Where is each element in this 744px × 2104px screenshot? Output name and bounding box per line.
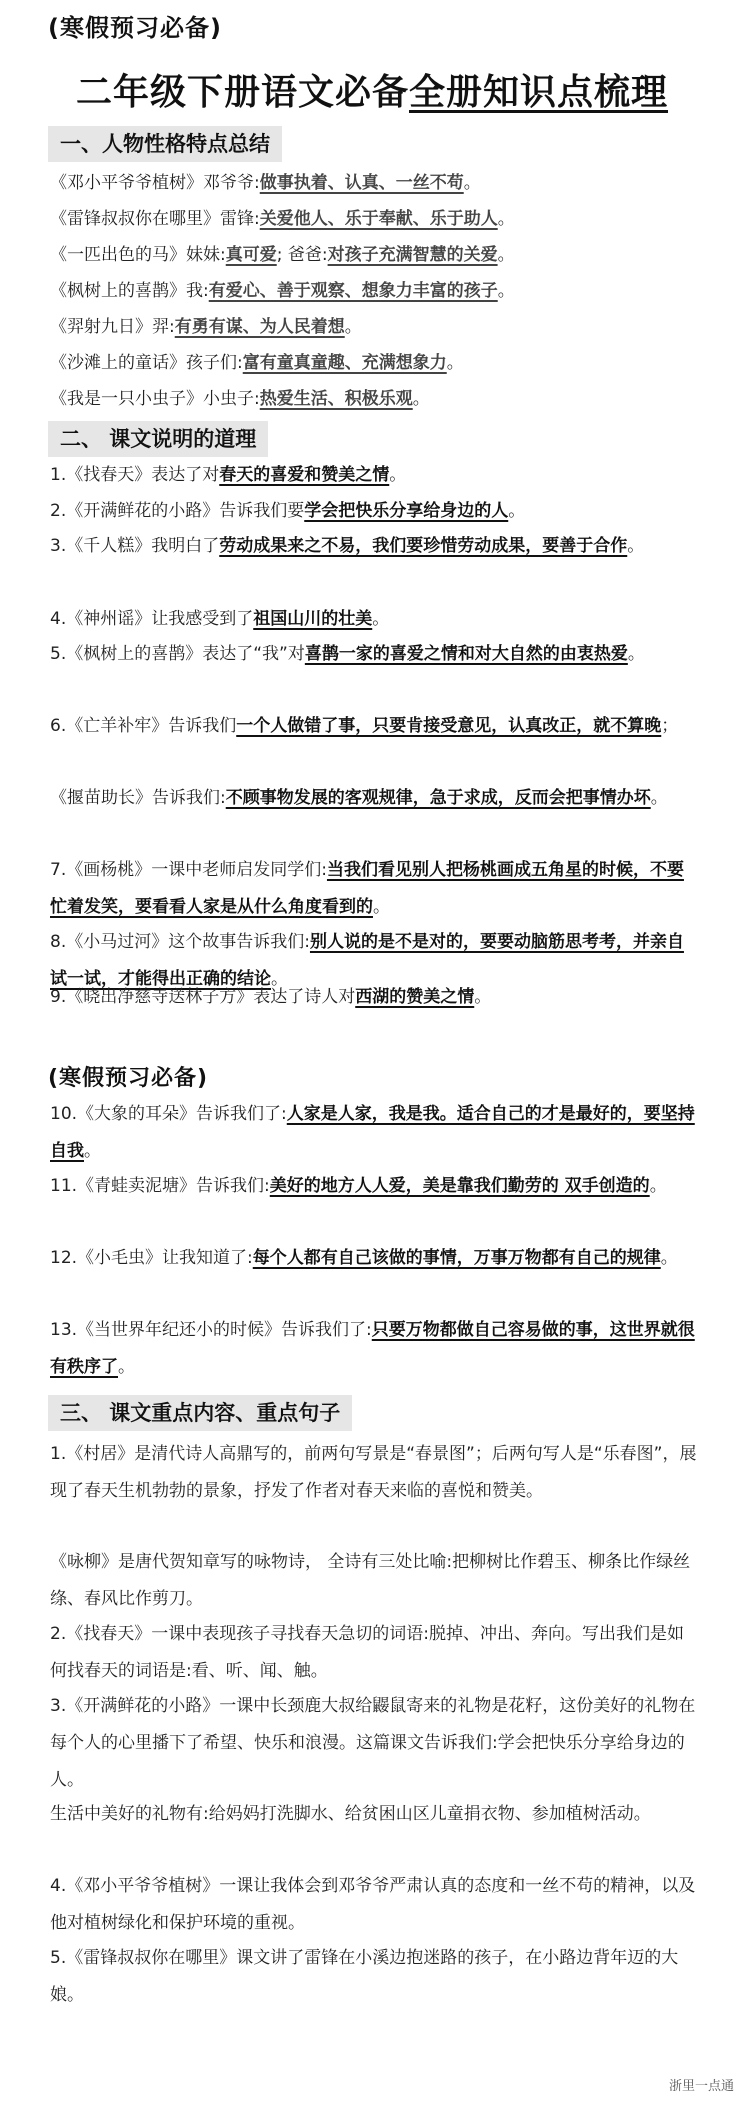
list-item [50, 353, 700, 373]
item-punct: 。 [660, 1248, 678, 1268]
item-highlight: 每个人都有自己该做的事情，万事万物都有自己的规律 [252, 1248, 661, 1268]
item-punct: 。 [463, 173, 481, 193]
item-highlight: 喜鹊一家的喜爱之情和对大自然的由衷热爱 [304, 644, 628, 664]
item-punct: 。 [649, 1176, 667, 1196]
list-item [50, 389, 700, 409]
list-item [50, 281, 700, 301]
item-text: 《揠苗助长》告诉我们: [50, 788, 226, 808]
item-punct: 。 [497, 281, 515, 301]
list-item [50, 528, 700, 565]
item-text: 8.《小马过河》这个故事告诉我们: [50, 932, 310, 952]
item-punct: 。 [344, 317, 362, 337]
item-punct: 。 [627, 644, 645, 664]
item-text: 12.《小毛虫》让我知道了: [50, 1248, 253, 1268]
list-item [50, 609, 700, 629]
list-item [50, 317, 700, 337]
item-highlight: 有爱心、善于观察、想象力丰富的孩子 [208, 281, 498, 301]
list-item: 2.《找春天》一课中表现孩子寻找春天急切的词语:脱掉、冲出、奔向。写出我们是如何找春天的词语是:看、听、闻、触。 [50, 1624, 684, 1681]
item-text: 《一匹出色的马》妹妹: [50, 245, 226, 265]
list-item: 5.《雷锋叔叔你在哪里》课文讲了雷锋在小溪边抱迷路的孩子，在小路边背年迈的大娘。 [50, 1948, 679, 2005]
item-highlight: 有勇有谋、为人民着想 [174, 317, 345, 337]
item-punct: 。 [412, 389, 430, 409]
title-part-a: 二年级下册语文必备 [75, 72, 409, 113]
item-highlight: 劳动成果来之不易，我们要珍惜劳动成果，要善于合作 [219, 536, 628, 556]
section-heading-2: 二、 课文说明的道理 [48, 421, 268, 457]
item-highlight: 只要万物都做自己容易做的事，这世界就很有秩序了 [50, 1320, 695, 1377]
item-highlight: 不顾事物发展的客观规律，急于求成，反而会把事情办坏 [225, 788, 651, 808]
list-item [50, 1096, 700, 1170]
list-item: 1.《村居》是清代诗人高鼎写的，前两句写景是“春景图”；后两句写人是“乐春图”，展现了春天生机勃勃的景象，抒发了作者对春天来临的喜悦和赞美。 [50, 1444, 697, 1501]
item-punct: 。 [118, 1357, 135, 1377]
list-item [50, 987, 700, 1007]
item-punct: 。 [271, 969, 288, 989]
item-highlight: 祖国山川的壮美 [253, 609, 373, 629]
item-text: 2.《开满鲜花的小路》告诉我们要 [50, 501, 305, 521]
item-highlight: 别人说的是不是对的，要要动脑筋思考考，并亲自试一试，才能得出正确的结论 [50, 932, 684, 989]
item-highlight: 做事执着、认真、一丝不苟 [259, 173, 464, 193]
item-text: 10.《大象的耳朵》告诉我们了: [50, 1104, 287, 1124]
list-item [50, 708, 700, 745]
item-punct: 。 [372, 609, 390, 629]
item-highlight: 西湖的赞美之情 [355, 987, 475, 1007]
item-text: 1.《找春天》表达了对 [50, 465, 220, 485]
item-highlight: 热爱生活、积极乐观 [259, 389, 413, 409]
item-punct: 。 [446, 353, 464, 373]
item-highlight: 人家是人家，我是我。适合自己的才是最好的，要坚持自我 [50, 1104, 695, 1161]
list-item: 《咏柳》是唐代贺知章写的咏物诗， 全诗有三处比喻:把柳树比作碧玉、柳条比作绿丝绦、春风比作剪刀。 [50, 1552, 691, 1609]
item-text: 《邓小平爷爷植树》邓爷爷: [50, 173, 260, 193]
item-punct: 。 [389, 465, 407, 485]
item-text: 9.《晓出净慈寺送林子方》表达了诗人对 [50, 987, 356, 1007]
page-title [0, 64, 744, 115]
item-text: 《枫树上的喜鹊》我: [50, 281, 209, 301]
item-text: 《我是一只小虫子》小虫子: [50, 389, 260, 409]
title-part-b: 全册知识点梳理 [409, 72, 669, 113]
list-item [50, 173, 700, 193]
item-highlight: 对孩子充满智慧的关爱 [327, 245, 498, 265]
item-text: 《羿射九日》羿: [50, 317, 175, 337]
item-text: ; 爸爸: [276, 245, 328, 265]
list-item [50, 501, 700, 521]
item-highlight: 真可爱 [225, 245, 277, 265]
item-text: 7.《画杨桃》一课中老师启发同学们: [50, 860, 327, 880]
list-item [50, 1168, 700, 1205]
header-tag: (寒假预习必备) [48, 14, 222, 42]
list-item [50, 1312, 700, 1386]
item-punct: 。 [650, 788, 668, 808]
item-punct: 。 [373, 897, 390, 917]
section-heading-3: 三、 课文重点内容、重点句子 [48, 1395, 352, 1431]
item-text: 6.《亡羊补牢》告诉我们 [50, 716, 237, 736]
item-punct: 。 [497, 245, 515, 265]
item-highlight: 一个人做错了事，只要肯接受意见，认真改正，就不算晚 [236, 716, 662, 736]
list-item: 生活中美好的礼物有:给妈妈打洗脚水、给贫困山区儿童捐衣物、参加植树活动。 [50, 1804, 651, 1824]
list-item [50, 780, 700, 817]
list-item [50, 209, 700, 229]
item-text: 13.《当世界年纪还小的时候》告诉我们了: [50, 1320, 372, 1340]
list-item [50, 852, 700, 926]
item-punct: 。 [84, 1141, 101, 1161]
item-text: 3.《千人糕》我明白了 [50, 536, 220, 556]
item-punct: 。 [627, 536, 645, 556]
item-punct: 。 [508, 501, 526, 521]
item-text: 4.《神州谣》让我感受到了 [50, 609, 254, 629]
item-punct: 。 [474, 987, 492, 1007]
header-tag: (寒假预习必备) [48, 1066, 209, 1091]
list-item [50, 245, 700, 265]
item-highlight: 关爱他人、乐于奉献、乐于助人 [259, 209, 498, 229]
item-highlight: 美好的地方人人爱，美是靠我们勤劳的 双手创造的 [269, 1176, 650, 1196]
item-highlight: 富有童真童趣、充满想象力 [242, 353, 447, 373]
list-item [50, 636, 700, 673]
item-punct: ； [661, 716, 679, 736]
list-item [50, 465, 700, 485]
item-text: 《沙滩上的童话》孩子们: [50, 353, 243, 373]
item-text: 11.《青蛙卖泥塘》告诉我们: [50, 1176, 270, 1196]
item-highlight: 学会把快乐分享给身边的人 [304, 501, 509, 521]
item-highlight: 当我们看见别人把杨桃画成五角星的时候，不要忙着发笑，要看看人家是从什么角度看到的 [50, 860, 684, 917]
list-item: 3.《开满鲜花的小路》一课中长颈鹿大叔给鼹鼠寄来的礼物是花籽，这份美好的礼物在每个人的心里播下了希望、快乐和浪漫。这篇课文告诉我们:学会把快乐分享给身边的人。 [50, 1696, 696, 1790]
item-punct: 。 [497, 209, 515, 229]
watermark: 浙里一点通 [668, 2079, 734, 2094]
item-text: 5.《枫树上的喜鹊》表达了“我”对 [50, 644, 305, 664]
list-item [50, 1240, 700, 1277]
section-heading-1: 一、人物性格特点总结 [48, 126, 282, 162]
list-item: 4.《邓小平爷爷植树》一课让我体会到邓爷爷严肃认真的态度和一丝不苟的精神，以及他对植树绿化和保护环境的重视。 [50, 1876, 696, 1933]
item-text: 《雷锋叔叔你在哪里》雷锋: [50, 209, 260, 229]
item-highlight: 春天的喜爱和赞美之情 [219, 465, 390, 485]
